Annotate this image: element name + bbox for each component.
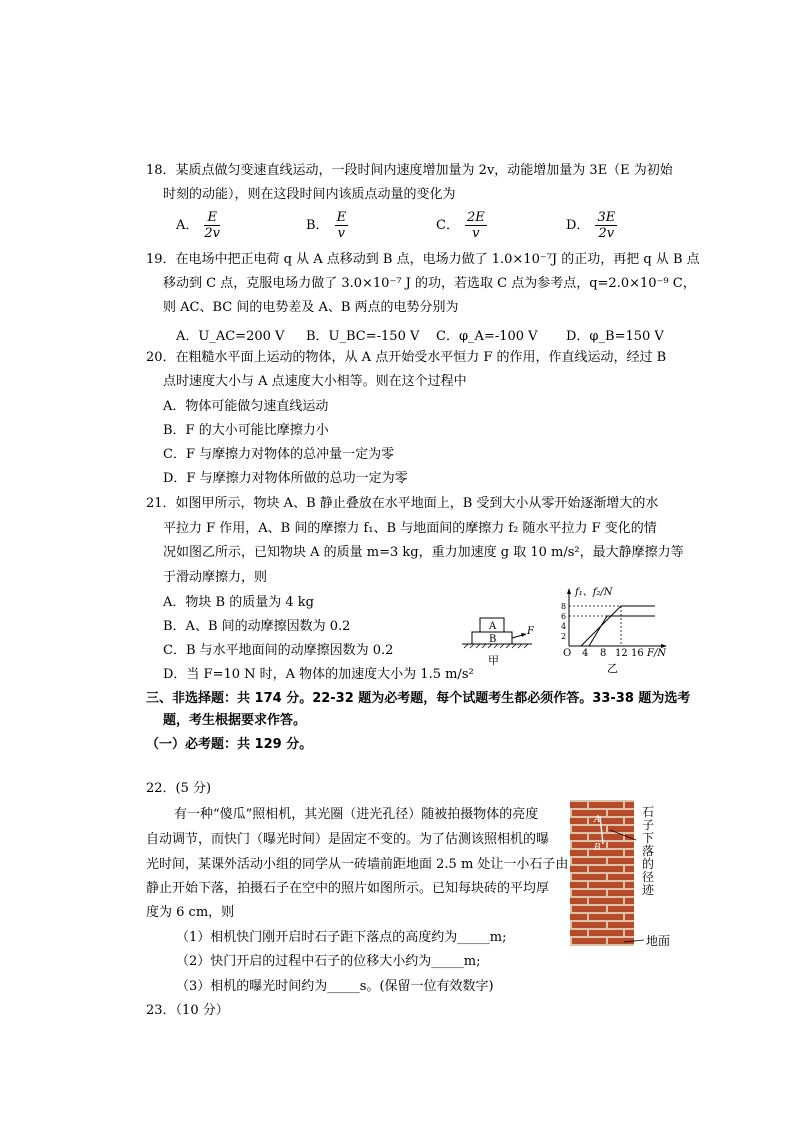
x-tick-4: 4 [582,648,589,659]
y-tick-4: 4 [561,622,567,631]
ground-label: 地面 [646,934,671,948]
q18-option-b [306,210,348,241]
q20-line2: 点时速度大小与 A 点速度大小相等。则在这个过程中 [163,374,467,389]
force-arrowhead [521,633,526,637]
fraction [465,210,487,241]
y-tick-6: 6 [561,612,567,621]
q18-option-label: D． [566,218,590,233]
q23-head: 23．（10 分） [146,1003,229,1018]
q18-line2: 时刻的动能），则在这段时间内该质点动量的变化为 [163,187,456,202]
q18-line1: 18．某质点做匀变速直线运动，一段时间内速度增加量为 2v，动能增加量为 3E（E 为初始 [146,163,673,178]
q21-option-a: A．物块 B 的质量为 4 kg [163,595,314,610]
q21-line3: 况如图乙所示，已知物块 A 的质量 m=3 kg，重力加速度 g 取 10 m/s²，最大静摩擦力等 [163,545,684,560]
mark-a: A [594,815,601,825]
numerator: 2E [466,210,485,225]
y-tick-8: 8 [561,602,567,611]
q22-head: 22．(5 分) [146,781,212,796]
numerator: E [204,210,220,226]
block-a-label: A [489,621,497,632]
q19-line2: 移动到 C 点，克服电场力做了 3.0×10⁻⁷ J 的功，若选取 C 点为参考点，q=2.0×10⁻⁹ C， [163,276,696,291]
q20-option-c: C．F 与摩擦力对物体的总冲量一定为零 [163,447,395,462]
q22-subq-3: （3）相机的曝光时间约为_____s。(保留一位有效数字) [176,979,494,994]
guide-lines [569,606,621,646]
q21-line2: 平拉力 F 作用，A、B 间的摩擦力 f₁、B 与地面间的摩擦力 f₂ 随水平拉力 F 变化的情 [163,521,657,536]
q21-option-b: B．A、B 间的动摩擦因数为 0.2 [163,619,351,634]
q22-para-3: 光时间，某课外活动小组的同学从一砖墙前距地面 2.5 m 处让一小石子由 [146,857,569,872]
block-b-label: B [489,634,497,645]
q21-option-c: C．B 与水平地面间的动摩擦因数为 0.2 [163,643,394,658]
x-axis-label: F/N [647,648,667,659]
q22-para-5: 度为 6 cm，则 [146,905,235,920]
q18-option-c [436,210,487,241]
trail-label: 石子下落的径迹 [642,805,655,897]
mark-b: B [594,843,601,853]
origin-label: O [563,648,572,659]
figure-jia [458,612,538,672]
figure-yi [555,584,675,676]
section3-line2: 题，考生根据要求作答。 [163,713,307,728]
figure-yi-caption: 乙 [607,662,618,675]
q22-subq-2: （2）快门开启的过程中石子的位移大小约为_____m; [176,954,481,969]
denominator: v [472,226,480,241]
y-tick-2: 2 [561,632,567,641]
numerator: E [336,210,347,225]
brick-wall [570,800,634,946]
q18-option-a [176,210,220,241]
q18-option-label: C． [436,218,459,233]
q19-option-c: C．φ_A=-100 V [436,329,538,344]
q22-para-1: 有一种“傻瓜”照相机，其光圈（进光孔径）随被拍摄物体的亮度 [174,807,539,822]
y-axis-arrow [567,588,571,594]
fraction [335,210,349,241]
y-axis-label: f₁、f₂/N [575,587,613,598]
q18-option-d [566,210,617,241]
q22-para-2: 自动调节，而快门（曝光时间）是固定不变的。为了估测该照相机的曝 [146,832,550,847]
q20-option-b: B．F 的大小可能比摩擦力小 [163,423,329,438]
q19-option-a: A．U_AC=200 V [176,329,285,344]
x-tick-12: 12 [615,648,628,659]
denominator: 2v [204,226,221,241]
force-label: F [527,626,534,637]
denominator: v [337,226,345,241]
q22-subq-1: （1）相机快门刚开启时石子距下落点的高度约为_____m; [176,930,507,945]
x-tick-16: 16 [631,648,644,659]
q22-para-4: 静止开始下落，拍摄石子在空中的照片如图所示。已知每块砖的平均厚 [146,881,550,896]
section3-line1: 三、非选择题：共 174 分。22-32 题为必考题，每个试题考生都必须作答。33-38 题为选考 [146,691,691,706]
denominator: 2v [598,226,615,241]
f2-line [569,606,655,646]
q21-line1: 21．如图甲所示，物块 A、B 静止叠放在水平地面上，B 受到大小从零开始逐渐增大的水 [146,496,659,511]
q20-option-a: A．物体可能做匀速直线运动 [163,399,329,414]
q20-line1: 20．在粗糙水平面上运动的物体，从 A 点开始受水平恒力 F 的作用，作直线运动，经过 B [146,350,667,365]
q19-option-b: B．U_BC=-150 V [306,329,420,344]
fraction [204,210,220,241]
q20-option-d: D．F 与摩擦力对物体所做的总功一定为零 [163,471,408,486]
q19-line3: 则 AC、BC 间的电势差及 A、B 两点的电势分别为 [163,300,459,315]
f1-line [569,616,655,646]
brick-wall-photo [570,800,680,950]
q21-option-d: D．当 F=10 N 时，A 物体的加速度大小为 1.5 m/s² [163,667,474,682]
q19-line1: 19．在电场中把正电荷 q 从 A 点移动到 B 点，电场力做了 1.0×10⁻⁷J 的正功，再把 q 从 B 点 [146,252,700,267]
q18-option-label: B． [306,218,329,233]
q21-line4: 于滑动摩擦力，则 [163,570,268,585]
fraction [595,210,617,241]
q18-option-label: A． [176,218,199,233]
figure-jia-caption: 甲 [488,654,499,667]
numerator: 3E [597,210,616,225]
x-tick-8: 8 [600,648,607,659]
q19-option-d: D．φ_B=150 V [566,329,664,344]
section3-sub: （一）必考题：共 129 分。 [146,737,313,752]
